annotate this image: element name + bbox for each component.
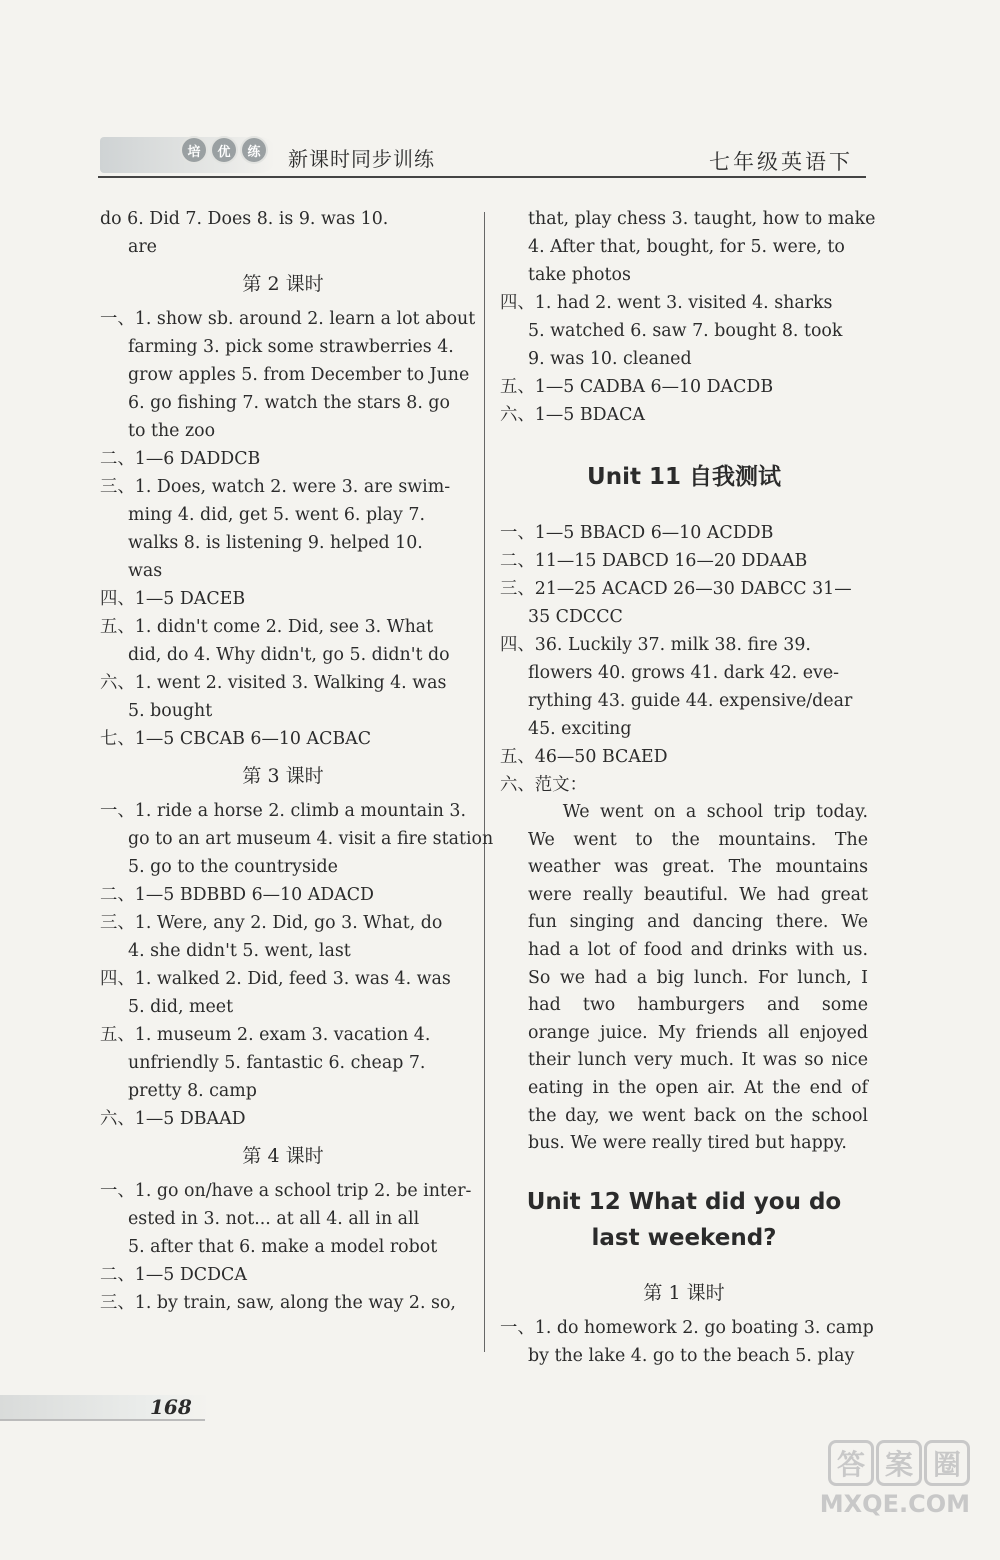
answers-unit11 — [500, 519, 868, 799]
answer-line: 四、1. had 2. went 3. visited 4. sharks — [500, 293, 833, 313]
answer-line: 六、1—5 BDACA — [500, 405, 645, 425]
left-column — [100, 205, 494, 1317]
answer-line: pretty 8. camp — [128, 1081, 257, 1101]
answer-line: ming 4. did, get 5. went 6. play 7. — [128, 505, 425, 525]
watermark — [820, 1440, 970, 1518]
answer-line: do 6. Did 7. Does 8. is 9. was 10. — [100, 209, 389, 229]
answer-line: unfriendly 5. fantastic 6. cheap 7. — [128, 1053, 426, 1073]
answer-line: 七、1—5 CBCAB 6—10 ACBAC — [100, 729, 372, 749]
answer-line: 三、1. Were, any 2. Did, go 3. What, do — [100, 913, 443, 933]
lesson-heading: 第 4 课时 — [242, 1145, 324, 1167]
answer-line: 一、1. ride a horse 2. climb a mountain 3. — [100, 801, 466, 821]
answer-line: 5. bought — [128, 701, 213, 721]
answer-line: 45. exciting — [528, 719, 632, 739]
answer-line: 二、11—15 DABCD 16—20 DDAAB — [500, 551, 808, 571]
logo-char: 培 — [182, 138, 206, 162]
answer-line: 六、1. went 2. visited 3. Walking 4. was — [100, 673, 447, 693]
watermark-char: 案 — [876, 1440, 922, 1486]
unit12-title-line2: last weekend? — [591, 1224, 777, 1251]
answer-line: are — [128, 237, 157, 257]
answer-line: 三、1. by train, saw, along the way 2. so, — [100, 1293, 456, 1313]
answer-line: 5. did, meet — [128, 997, 234, 1017]
right-column — [500, 205, 876, 1370]
answer-line: 4. After that, bought, for 5. were, to — [528, 237, 845, 257]
answer-line: 5. after that 6. make a model robot — [128, 1237, 438, 1257]
answer-line: 五、46—50 BCAED — [500, 747, 668, 767]
footer-rule — [0, 1419, 205, 1421]
answer-line: flowers 40. grows 41. dark 42. eve- — [528, 663, 839, 683]
answer-line: farming 3. pick some strawberries 4. — [128, 337, 454, 357]
answer-line: 四、1. walked 2. Did, feed 3. was 4. was — [100, 969, 451, 989]
answer-line: 六、范文： — [500, 775, 587, 795]
unit12-title-line1: Unit 12 What did you do — [526, 1188, 842, 1215]
answer-line: 五、1—5 CADBA 6—10 DACDB — [500, 377, 774, 397]
answer-line: 三、21—25 ACACD 26—30 DABCC 31— — [500, 579, 852, 599]
answer-line: that, play chess 3. taught, how to make — [528, 209, 876, 229]
watermark-char: 答 — [828, 1440, 874, 1486]
answer-line: 一、1. go on/have a school trip 2. be inter- — [100, 1181, 472, 1201]
answers-unit10-end — [500, 205, 876, 429]
answer-line: 5. go to the countryside — [128, 857, 338, 877]
unit11-title: Unit 11 自我测试 — [587, 464, 781, 490]
answer-line: 二、1—5 DCDCA — [100, 1265, 247, 1285]
answer-line: 5. watched 6. saw 7. bought 8. took — [528, 321, 843, 341]
answer-line: 一、1. do homework 2. go boating 3. camp — [500, 1317, 874, 1338]
answer-line: ested in 3. not... at all 4. all in all — [128, 1209, 420, 1229]
answer-line: 35 CDCCC — [528, 607, 623, 627]
answer-line: 二、1—6 DADDCB — [100, 449, 261, 469]
lesson-heading: 第 2 课时 — [242, 273, 324, 295]
answer-line: 6. go fishing 7. watch the stars 8. go — [128, 393, 451, 413]
answer-line: go to an art museum 4. visit a fire station — [128, 829, 494, 849]
answer-line: 五、1. didn't come 2. Did, see 3. What — [100, 617, 434, 637]
answer-line: 二、1—5 BDBBD 6—10 ADACD — [100, 885, 375, 905]
answer-line: 三、1. Does, watch 2. were 3. are swim- — [100, 477, 451, 497]
column-divider — [484, 212, 485, 1352]
answer-line: 一、1. show sb. around 2. learn a lot about — [100, 309, 476, 329]
answer-line: 4. she didn't 5. went, last — [128, 941, 351, 961]
answer-line: 四、36. Luckily 37. milk 38. fire 39. — [500, 635, 811, 655]
header-rule — [98, 176, 866, 178]
answer-line: to the zoo — [128, 421, 216, 441]
answer-line: take photos — [528, 265, 631, 285]
answer-line: rything 43. guide 44. expensive/dear — [528, 691, 853, 711]
publisher-logo — [182, 138, 266, 162]
answer-line: 四、1—5 DACEB — [100, 589, 246, 609]
watermark-logo — [820, 1440, 970, 1486]
grade-title: 七年级英语下 — [709, 146, 853, 177]
answers-unit12 — [500, 1314, 874, 1370]
lesson-heading: 第 3 课时 — [242, 765, 324, 787]
unit12-lesson-heading: 第 1 课时 — [643, 1281, 725, 1304]
answer-line: was — [128, 561, 163, 581]
answer-line: 六、1—5 DBAAD — [100, 1109, 246, 1129]
answer-line: did, do 4. Why didn't, go 5. didn't do — [128, 645, 450, 665]
answer-line: 9. was 10. cleaned — [528, 349, 692, 369]
answer-line: 五、1. museum 2. exam 3. vacation 4. — [100, 1025, 431, 1045]
answer-line: by the lake 4. go to the beach 5. play — [528, 1345, 855, 1366]
series-title: 新课时同步训练 — [288, 147, 435, 171]
logo-char: 练 — [242, 138, 266, 162]
sample-essay: We went on a school trip today. We went to the mountains. The weather was great. The mountains were really beautiful. We had great fun singing and dancing there. We had a lot of food and drinks with us. So we had a big lunch. For lunch, I had two hamburgers and some orange juice. My friends all enjoyed their lunch very much. It was so nice eating in the open air. At the end of the day, we went back on the school bus. We were really tired but happy. — [528, 802, 868, 1154]
page-number: 168 — [150, 1395, 192, 1419]
page-header — [0, 0, 1000, 190]
logo-char: 优 — [212, 138, 236, 162]
answer-line: walks 8. is listening 9. helped 10. — [128, 533, 423, 553]
watermark-url: MXQE.COM — [819, 1490, 970, 1518]
watermark-char: 圈 — [924, 1440, 970, 1486]
answer-line: 一、1—5 BBACD 6—10 ACDDB — [500, 523, 774, 543]
answer-line: grow apples 5. from December to June — [128, 365, 470, 385]
